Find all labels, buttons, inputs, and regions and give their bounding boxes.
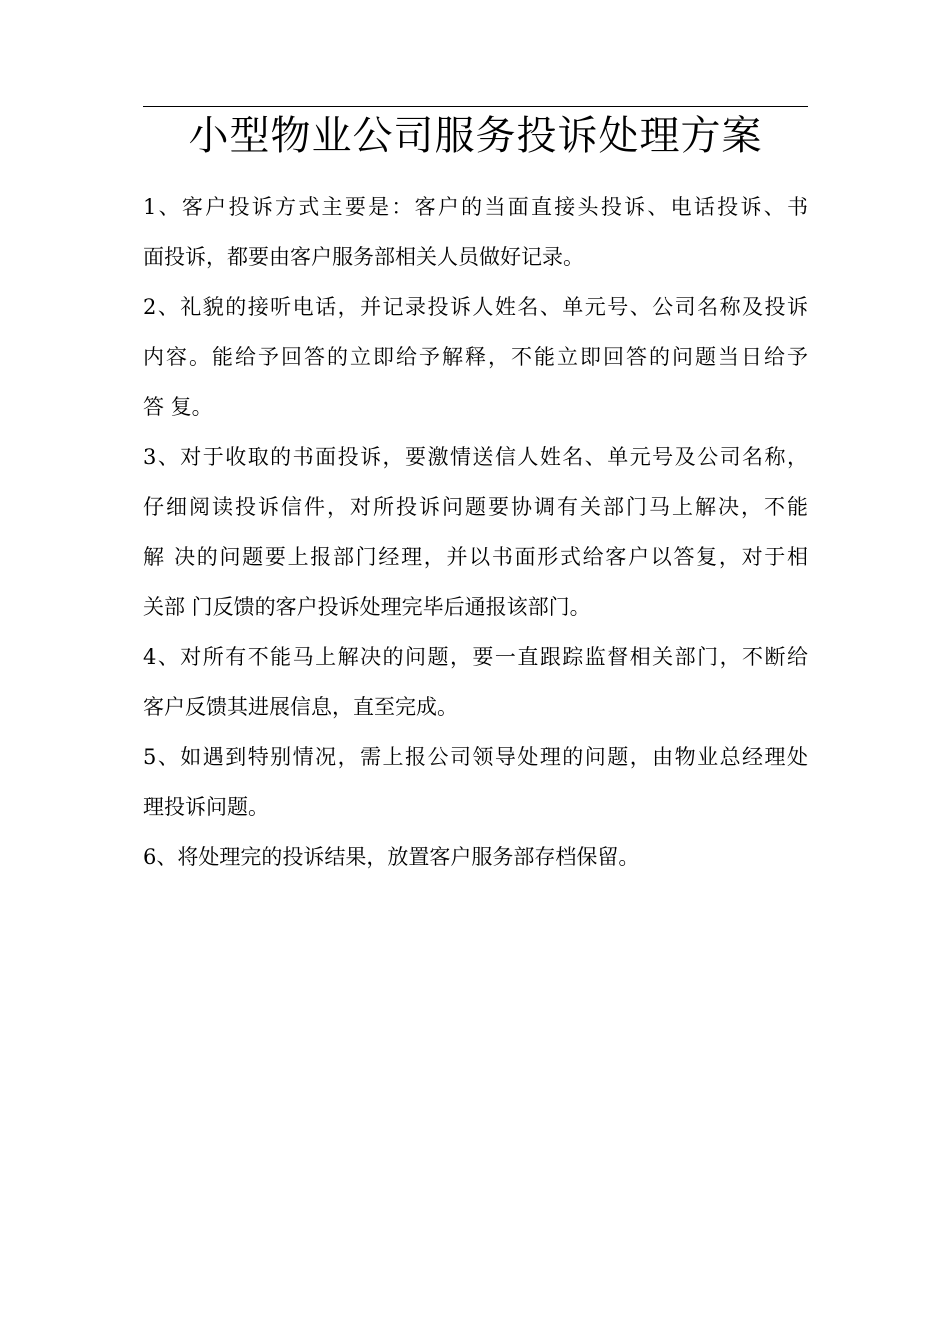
paragraph-line: 6、将处理完的投诉结果，放置客户服务部存档保留。 bbox=[143, 845, 640, 869]
paragraph-line: 2、礼貌的接听电话，并记录投诉人姓名、单元号、公司名称及投诉 bbox=[143, 295, 808, 319]
paragraph-3 bbox=[143, 432, 808, 632]
paragraph-4 bbox=[143, 632, 808, 732]
paragraph-line: 5、如遇到特别情况，需上报公司领导处理的问题，由物业总经理处 bbox=[143, 745, 808, 769]
header-rule bbox=[143, 106, 808, 107]
paragraph-line: 客户反馈其进展信息，直至完成。 bbox=[143, 695, 458, 719]
paragraph-1 bbox=[143, 182, 808, 282]
paragraph-5 bbox=[143, 732, 808, 832]
paragraph-line: 仔细阅读投诉信件，对所投诉问题要协调有关部门马上解决，不能 bbox=[143, 495, 808, 519]
paragraph-line: 答 复。 bbox=[143, 395, 213, 419]
paragraph-line: 3、对于收取的书面投诉，要激情送信人姓名、单元号及公司名称， bbox=[143, 445, 808, 469]
paragraph-line: 关部 门反馈的客户投诉处理完毕后通报该部门。 bbox=[143, 595, 591, 619]
paragraph-line: 理投诉问题。 bbox=[143, 795, 269, 819]
paragraph-6 bbox=[143, 832, 808, 882]
paragraph-2 bbox=[143, 282, 808, 432]
paragraph-line: 内容。能给予回答的立即给予解释，不能立即回答的问题当日给予 bbox=[143, 345, 808, 369]
document-body bbox=[143, 182, 808, 882]
paragraph-line: 4、对所有不能马上解决的问题，要一直跟踪监督相关部门，不断给 bbox=[143, 645, 808, 669]
paragraph-line: 解 决的问题要上报部门经理，并以书面形式给客户以答复，对于相 bbox=[143, 545, 808, 569]
paragraph-line: 1、客户投诉方式主要是：客户的当面直接头投诉、电话投诉、书 bbox=[143, 195, 808, 219]
document-title: 小型物业公司服务投诉处理方案 bbox=[188, 113, 763, 159]
paragraph-line: 面投诉，都要由客户服务部相关人员做好记录。 bbox=[143, 245, 584, 269]
